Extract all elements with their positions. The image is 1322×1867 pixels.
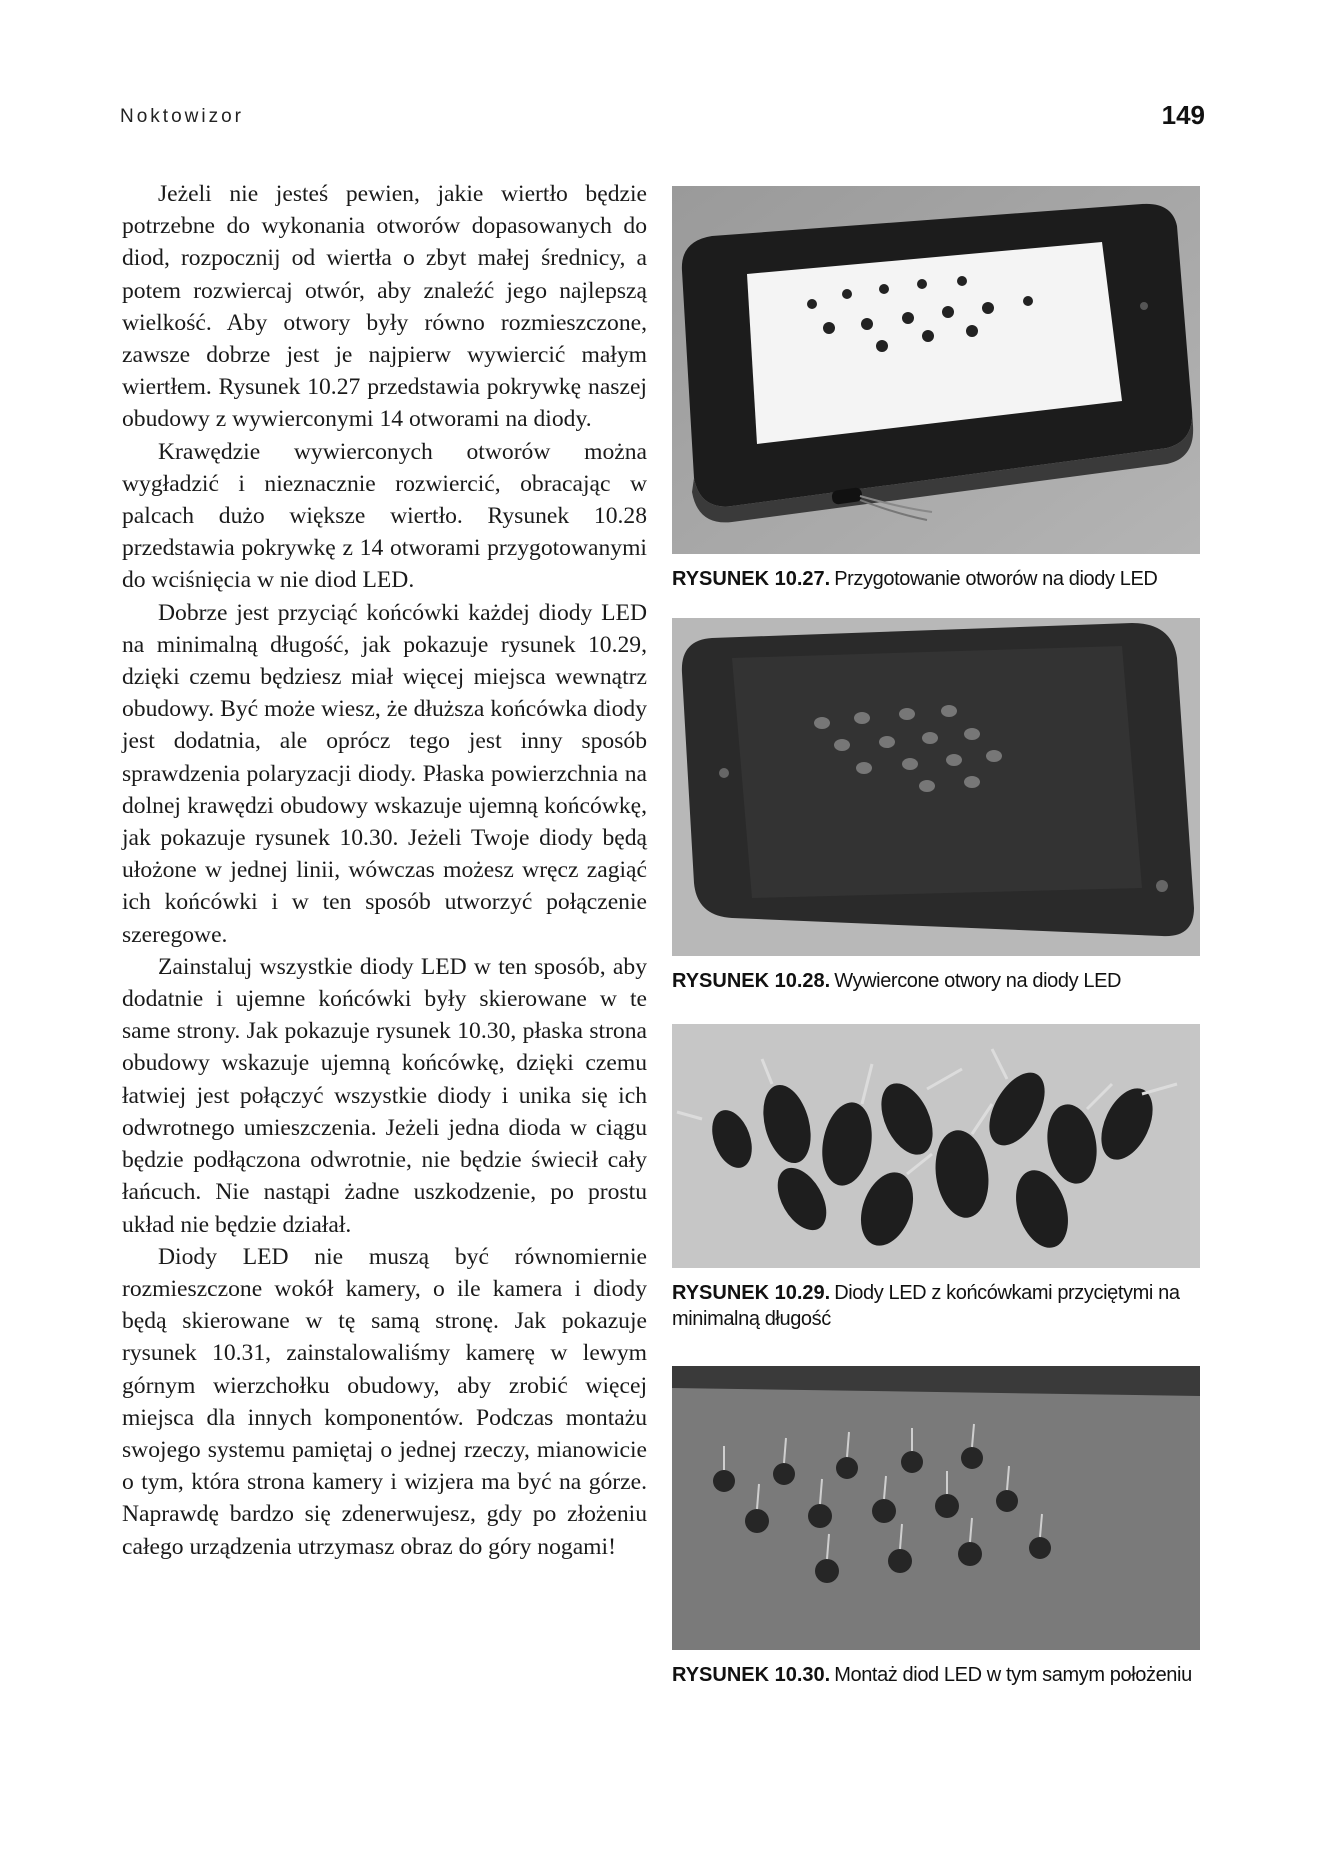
paragraph: Krawędzie wywierconych otworów można wygładzić i nieznacznie rozwiercić, obracając w palcach dużo większe wiertło. Rysunek 10.28 przedstawia pokrywkę z 14 otworami przygotowanymi do wciśnięcia w nie diod LED. [122,438,647,594]
page-number: 149 [1161,100,1205,130]
figure-label: RYSUNEK 10.28. [672,970,831,992]
figure-caption-text: Przygotowanie otworów na diody LED [834,568,1158,590]
photo-mounted-leds [672,1366,1200,1650]
paragraph: Jeżeli nie jesteś pewien, jakie wiertło będzie potrzebne do wykonania otworów dopasowanych do diod, rozpocznij od wiertła o zbyt małej średnicy, a potem rozwiercaj otwór, aby znaleźć jego najlepszą wielkość. Aby otwory były równo rozmieszczone, zawsze dobrze jest je najpierw wywiercić małym wiertłem. Rysunek 10.27 przedstawia pokrywkę naszej obudowy z wywierconymi 14 otworami na diody. [122,181,647,433]
figure-10-30 [672,1366,1200,1688]
figure-caption [672,1662,1200,1688]
running-title: Noktowizor [120,106,244,127]
paragraph: Diody LED nie muszą być równomiernie rozmieszczone wokół kamery, o ile kamera i diody będą skierowane w tę samą stronę. Jak pokazuje rysunek 10.31, zainstalowaliśmy kamerę w lewym górnym wierzchołku obudowy, aby zrobić więcej miejsca dla innych komponentów. Podczas montażu swojego systemu pamiętaj o jednej rzeczy, mianowicie o tym, która strona kamery i wizjera ma być na górze. Naprawdę bardzo się zdenerwujesz, gdy po złożeniu całego urządzenia utrzymasz obraz do góry nogami! [122,1243,647,1560]
photo-lid-with-holes [672,186,1200,554]
figure-caption [672,1280,1200,1332]
figure-label: RYSUNEK 10.29. [672,1282,831,1304]
photo-drilled-holes [672,618,1200,956]
paragraph: Zainstaluj wszystkie diody LED w ten sposób, aby dodatnie i ujemne końcówki były skierowane w te same strony. Jak pokazuje rysunek 10.30, płaska strona obudowy wskazuje ujemną końcówkę, dzięki czemu łatwiej jest połączyć wszystkie diody i unika się ich odwrotnego umieszczenia. Jeżeli jedna dioda w ciągu będzie podłączona odwrotnie, nie będzie świecił cały łańcuch. Nie nastąpi żadne uszkodzenie, po prostu układ nie będzie działał. [122,953,647,1238]
figure-label: RYSUNEK 10.30. [672,1664,831,1686]
figure-label: RYSUNEK 10.27. [672,568,831,590]
body-text [122,178,647,1563]
figure-10-28 [672,618,1200,994]
figure-caption [672,566,1200,592]
paragraph: Dobrze jest przyciąć końcówki każdej diody LED na minimalną długość, jak pokazuje rysunek 10.29, dzięki czemu będziesz miał więcej miejsca wewnątrz obudowy. Być może wiesz, że dłuższa końcówka diody jest dodatnia, ale oprócz tego jest inny sposób sprawdzenia polaryzacji diody. Płaska powierzchnia na dolnej krawędzi obudowy wskazuje ujemną końcówkę, jak pokazuje rysunek 10.30. Jeżeli Twoje diody będą ułożone w jednej linii, wówczas możesz wręcz zagiąć ich końcówki i w ten sposób utworzyć połączenie szeregowe. [122,599,647,948]
photo-trimmed-leds [672,1024,1200,1268]
figure-caption-text: Wywiercone otwory na diody LED [834,970,1122,992]
figure-caption-text: Diody LED z końcówkami przyciętymi na minimalną długość [672,1282,1180,1330]
figure-caption-text: Montaż diod LED w tym samym położeniu [834,1664,1192,1686]
figure-10-27 [672,186,1200,592]
figure-10-29 [672,1024,1200,1332]
figure-caption [672,968,1200,994]
